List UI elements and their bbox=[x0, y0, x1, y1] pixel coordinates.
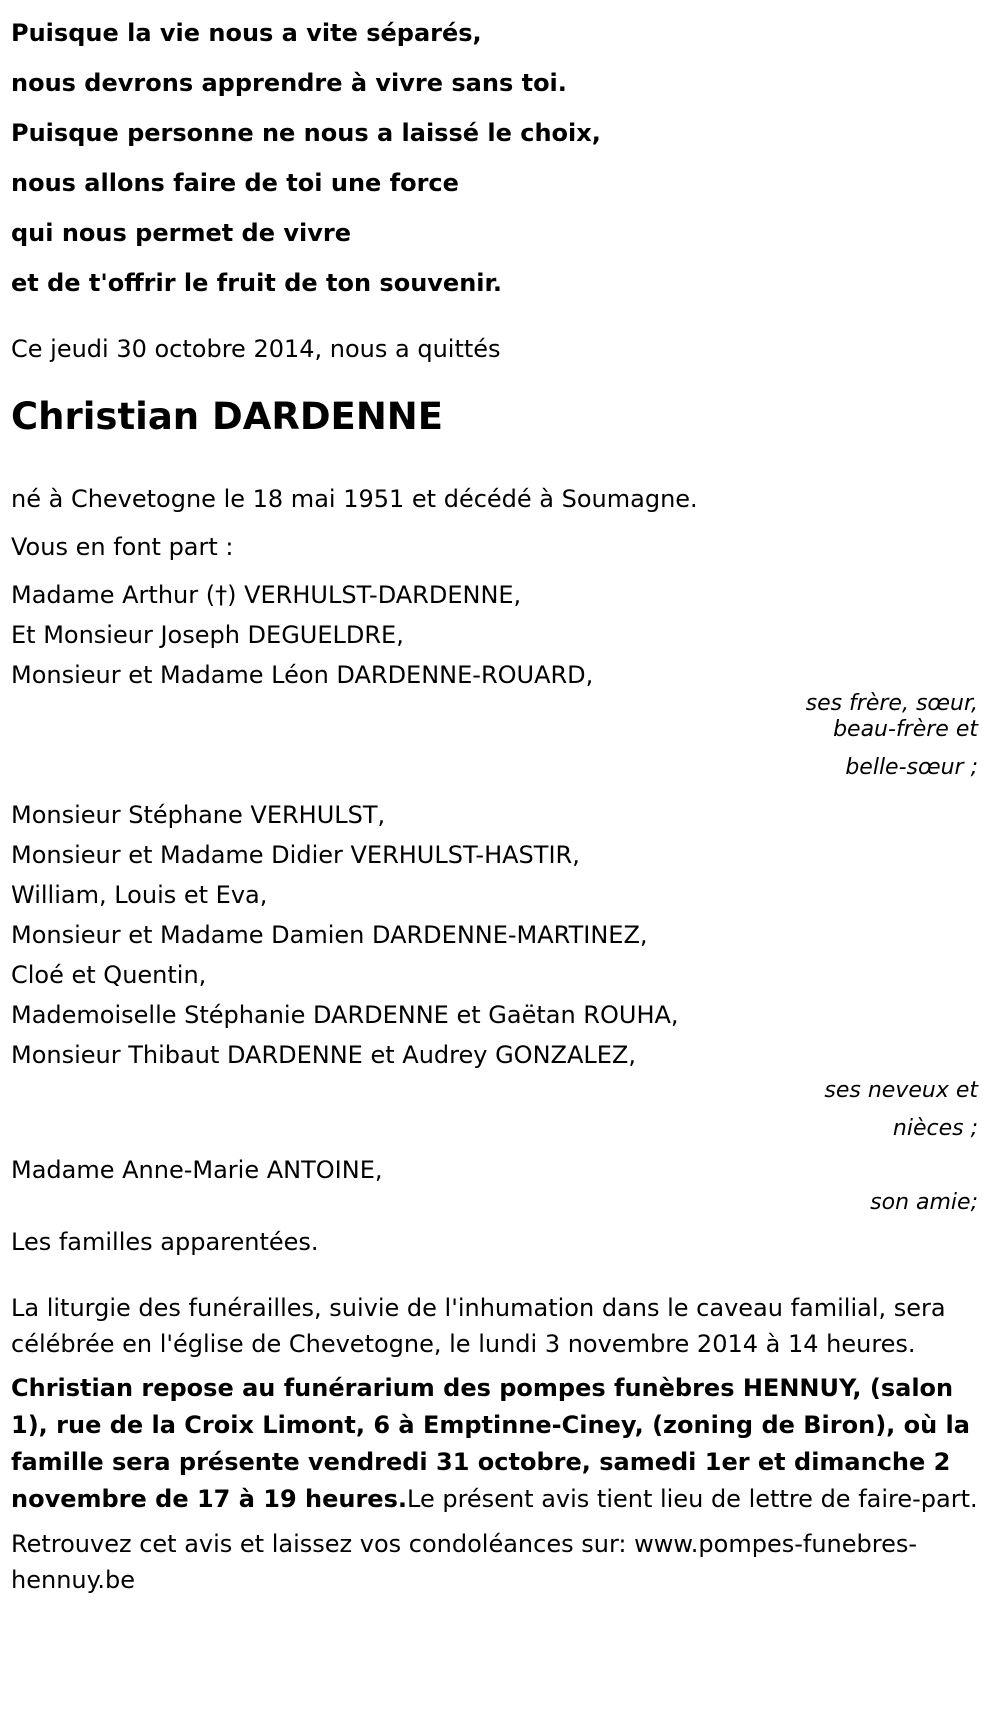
family-member: Madame Anne-Marie ANTOINE, bbox=[11, 1156, 383, 1184]
poem-line: qui nous permet de vivre bbox=[11, 219, 351, 247]
relation-line: ses neveux et bbox=[824, 1078, 978, 1103]
poem-line: nous allons faire de toi une force bbox=[11, 169, 459, 197]
family-member: Monsieur et Madame Didier VERHULST-HASTIR, bbox=[11, 841, 580, 869]
announcement-label: Vous en font part : bbox=[11, 533, 234, 561]
visitation-regular-text: Le présent avis tient lieu de lettre de faire-part. bbox=[407, 1485, 978, 1513]
family-member: Mademoiselle Stéphanie DARDENNE et Gaëtan ROUHA, bbox=[11, 1001, 679, 1029]
poem-line: Puisque la vie nous a vite séparés, bbox=[11, 19, 482, 47]
family-member: Monsieur et Madame Damien DARDENNE-MARTINEZ, bbox=[11, 921, 648, 949]
family-member: Monsieur Stéphane VERHULST, bbox=[11, 801, 386, 829]
relation-line: ses frère, sœur, bbox=[805, 691, 978, 716]
relation-label bbox=[11, 1190, 989, 1216]
relation-line: belle-sœur ; bbox=[845, 755, 978, 780]
visitation-details bbox=[11, 1370, 989, 1518]
visitation-bold-text: Christian repose au funérarium des pompes funèbres HENNUY, (salon 1), rue de la Croix Limont, 6 à Emptinne-Ciney, (zoning de Biron), où la famille sera présente vendredi 31 octobre, samedi 1er et dimanche 2 novembre de 17 à 19 heures. bbox=[11, 1374, 970, 1513]
family-member: Madame Arthur (†) VERHULST-DARDENNE, bbox=[11, 581, 522, 609]
family-member: Monsieur et Madame Léon DARDENNE-ROUARD, bbox=[11, 661, 594, 689]
birth-death-details: né à Chevetogne le 18 mai 1951 et décédé à Soumagne. bbox=[11, 485, 698, 513]
funeral-liturgy-details: La liturgie des funérailles, suivie de l'inhumation dans le caveau familial, sera célébrée en l'église de Chevetogne, le lundi 3 novembre 2014 à 14 heures. bbox=[11, 1294, 946, 1358]
family-group-siblings bbox=[11, 575, 989, 781]
obituary-notice bbox=[11, 0, 989, 1598]
family-member: Cloé et Quentin, bbox=[11, 961, 207, 989]
poem bbox=[11, 8, 989, 308]
poem-line: Puisque personne ne nous a laissé le choix, bbox=[11, 119, 601, 147]
relation-label bbox=[11, 691, 989, 781]
deceased-name: Christian DARDENNE bbox=[11, 395, 444, 438]
family-member: Monsieur Thibaut DARDENNE et Audrey GONZALEZ, bbox=[11, 1041, 636, 1069]
death-announcement: Ce jeudi 30 octobre 2014, nous a quittés bbox=[11, 335, 501, 363]
poem-line: et de t'offrir le fruit de ton souvenir. bbox=[11, 269, 503, 297]
family-member: Et Monsieur Joseph DEGUELDRE, bbox=[11, 621, 404, 649]
condolences-footer: Retrouvez cet avis et laissez vos condoléances sur: www.pompes-funebres-hennuy.be bbox=[11, 1530, 918, 1594]
relation-label bbox=[11, 1078, 989, 1142]
family-group-friend bbox=[11, 1150, 989, 1216]
relation-line: nièces ; bbox=[892, 1116, 978, 1141]
related-families: Les familles apparentées. bbox=[11, 1228, 319, 1256]
poem-line: nous devrons apprendre à vivre sans toi. bbox=[11, 69, 567, 97]
family-member: William, Louis et Eva, bbox=[11, 881, 268, 909]
family-group-nephews-nieces bbox=[11, 795, 989, 1142]
relation-line: son amie; bbox=[870, 1190, 978, 1215]
relation-line: beau-frère et bbox=[833, 717, 978, 742]
